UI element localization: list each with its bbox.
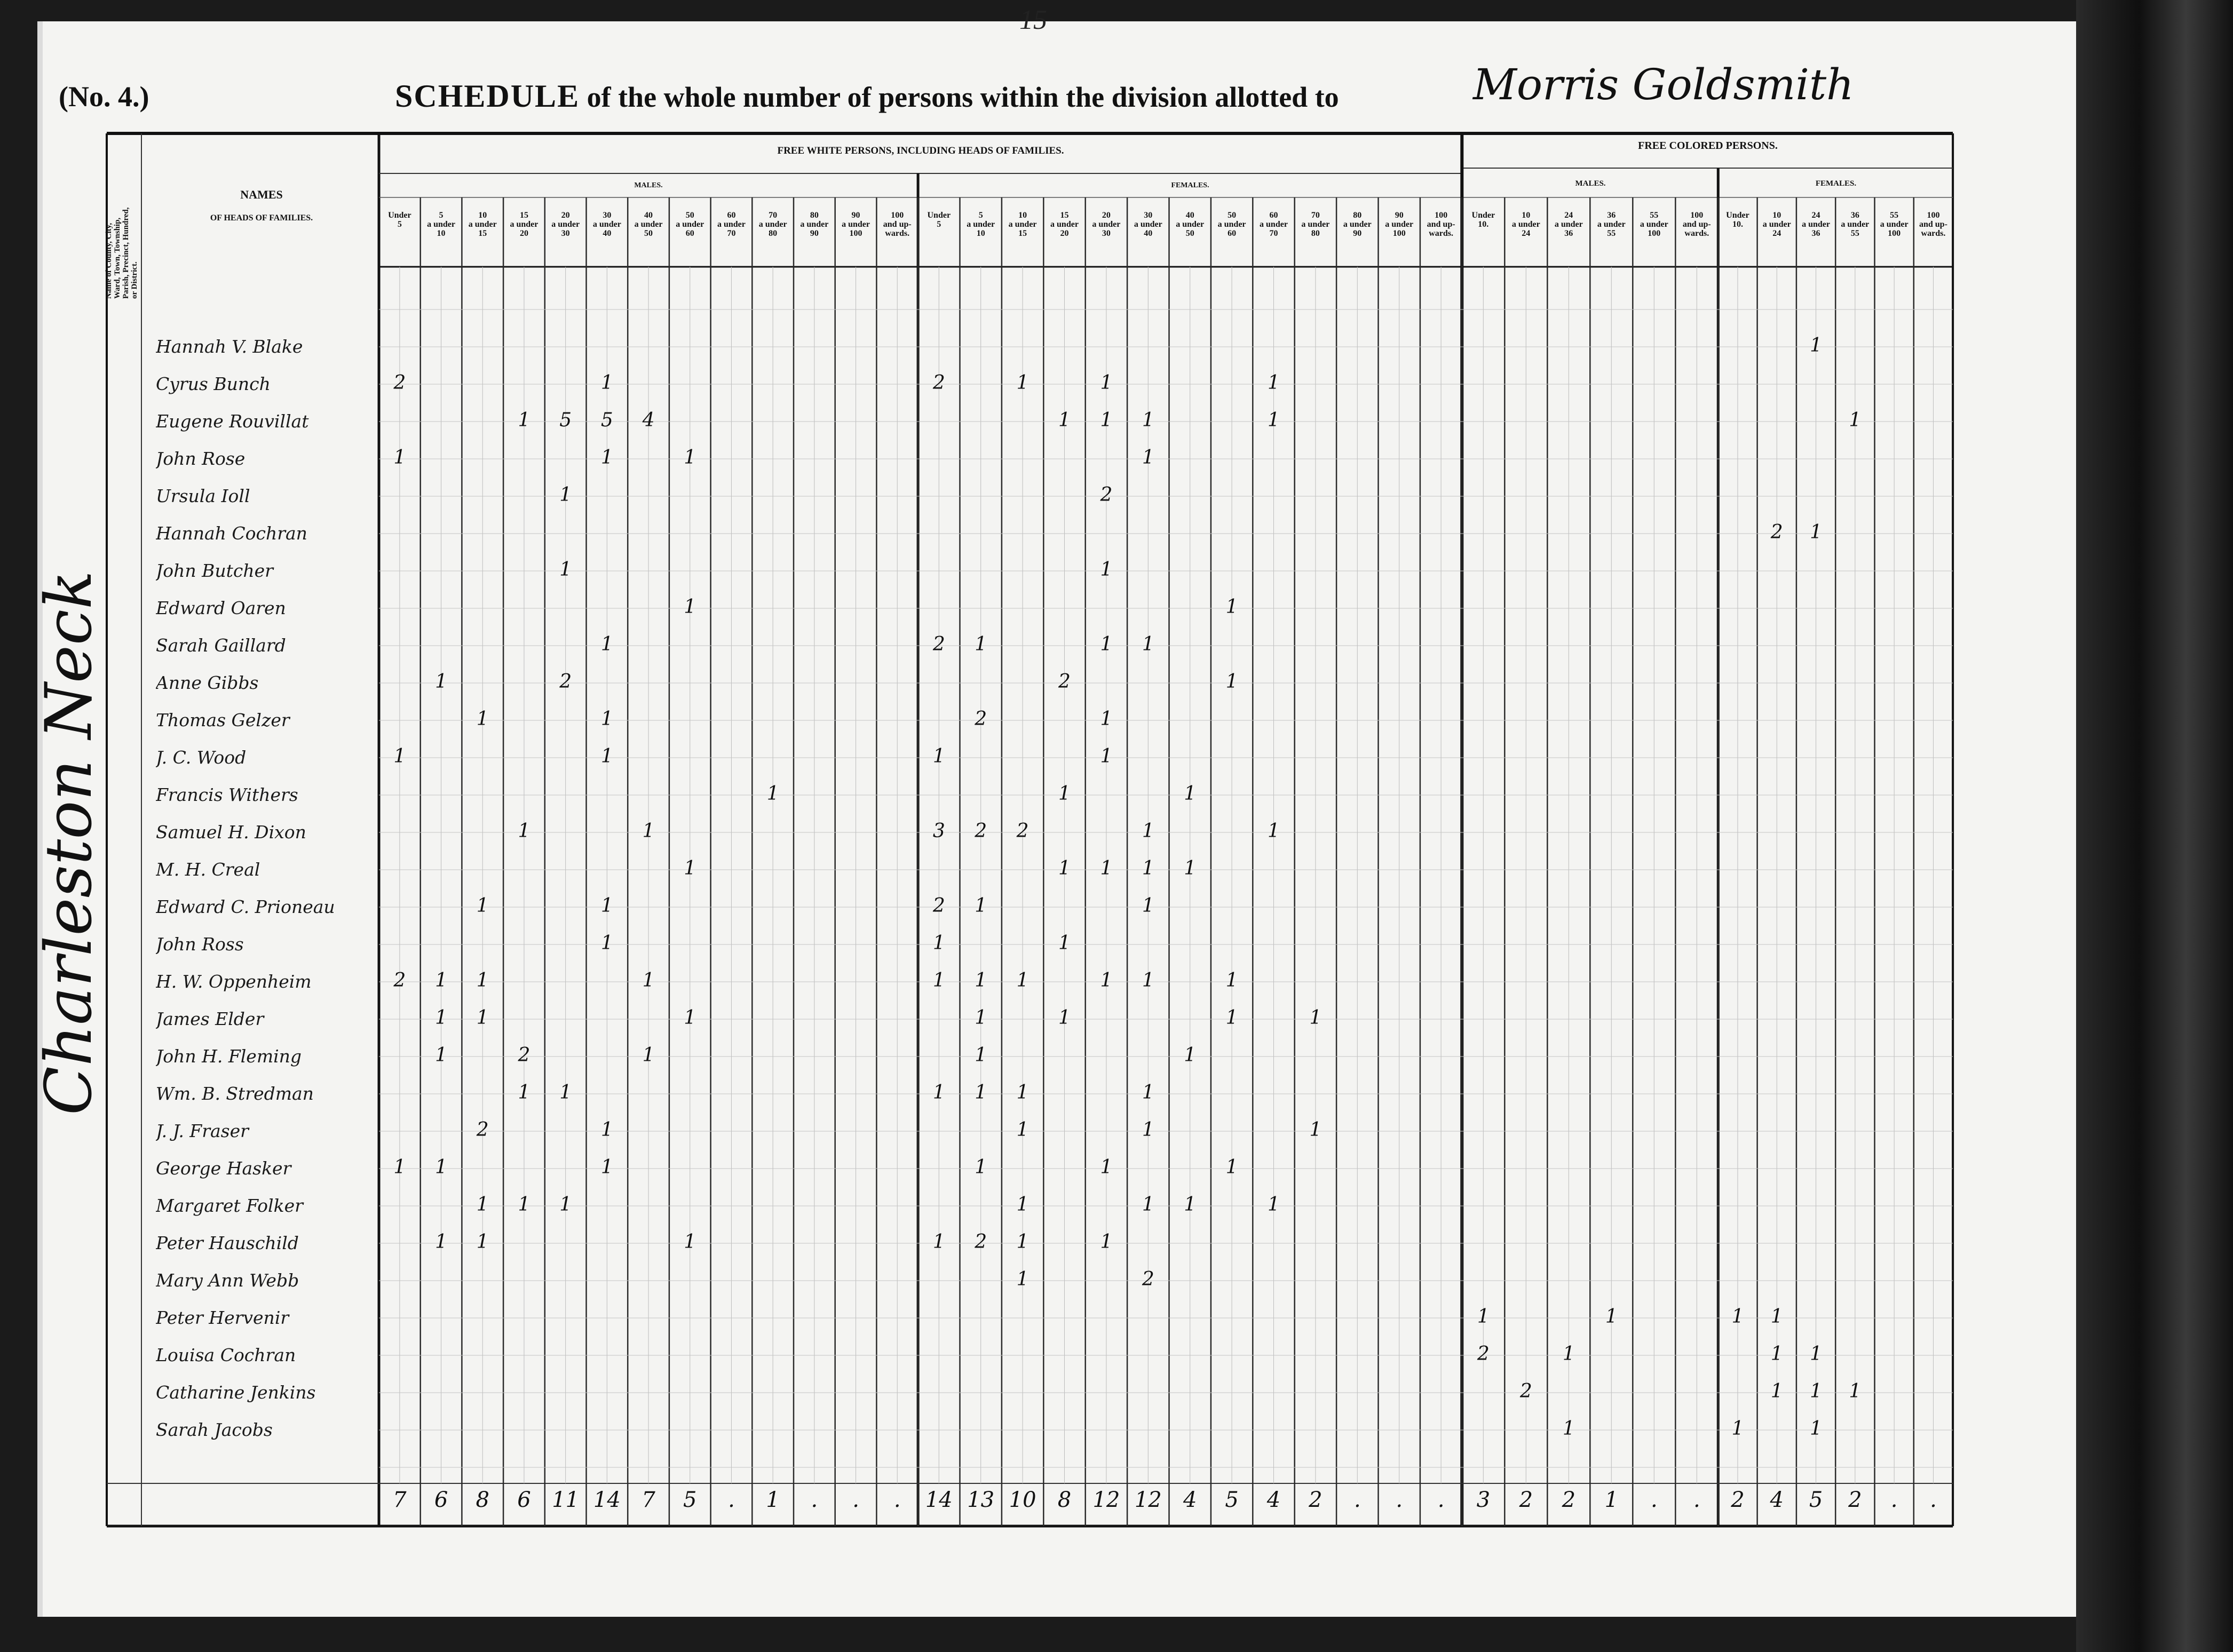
tally-wm-4: 1: [559, 1082, 572, 1103]
head-of-family-name: M. H. Creal: [156, 859, 260, 880]
head-of-family-name: Francis Withers: [156, 784, 298, 805]
tally-wf-3: 1: [1058, 783, 1071, 805]
head-of-family-name: Peter Hervenir: [156, 1307, 289, 1328]
white-females-header: FEMALES.: [1171, 181, 1209, 189]
tally-wm-0: 2: [393, 372, 406, 394]
tally-wf-5: 1: [1142, 1082, 1154, 1103]
tally-wf-6: 1: [1184, 1194, 1197, 1216]
tally-wm-9: 1: [766, 783, 779, 805]
colored-females-header: FEMALES.: [1815, 179, 1857, 188]
tally-wf-1: 1: [975, 1156, 987, 1178]
total-wf-9: 2: [1309, 1488, 1323, 1512]
age-header-wm-9: 70 a under 80: [758, 211, 787, 238]
tally-wf-3: 1: [1058, 409, 1071, 431]
total-wf-1: 13: [967, 1488, 995, 1512]
head-of-family-name: Ursula Ioll: [156, 486, 250, 506]
tally-wf-0: 1: [932, 970, 945, 991]
tally-wf-5: 2: [1142, 1268, 1154, 1290]
tally-wm-3: 1: [518, 820, 530, 842]
head-of-family-name: Samuel H. Dixon: [156, 822, 306, 843]
tally-wf-9: 1: [1309, 1007, 1322, 1029]
place-column-header: Name of County, City, Ward, Town, Township, Parish, Precinct, Hundred, or District.: [105, 207, 139, 299]
free-white-persons-header: FREE WHITE PERSONS, INCLUDING HEADS OF FAMILIES.: [777, 145, 1064, 156]
tally-wf-8: 1: [1268, 372, 1280, 394]
total-wm-0: 7: [393, 1488, 407, 1512]
age-header-wm-5: 30 a under 40: [592, 211, 621, 238]
head-of-family-name: John Butcher: [156, 560, 273, 581]
tally-wf-7: 1: [1225, 596, 1238, 618]
tally-cm-2: 1: [1562, 1343, 1575, 1365]
head-of-family-name: J. J. Fraser: [156, 1121, 249, 1141]
tally-wm-6: 1: [642, 820, 655, 842]
tally-wm-5: 1: [600, 1156, 613, 1178]
tally-wm-5: 1: [600, 708, 613, 730]
age-header-cf-0: Under 10.: [1726, 211, 1749, 229]
age-header-cm-3: 36 a under 55: [1597, 211, 1626, 238]
tally-wm-1: 1: [435, 970, 447, 991]
tally-cf-3: 1: [1849, 409, 1862, 431]
head-of-family-name: Eugene Rouvillat: [156, 411, 309, 432]
age-header-cm-2: 24 a under 36: [1554, 211, 1583, 238]
age-header-wf-10: 80 a under 90: [1343, 211, 1372, 238]
tally-wm-3: 1: [518, 1194, 530, 1216]
tally-wf-5: 1: [1142, 857, 1154, 879]
tally-wm-2: 1: [476, 895, 489, 917]
tally-wf-2: 2: [1016, 820, 1029, 842]
age-header-cf-4: 55 a under 100: [1880, 211, 1909, 238]
tally-cf-1: 1: [1770, 1306, 1783, 1328]
tally-wm-4: 1: [559, 484, 572, 506]
tally-wf-5: 1: [1142, 1194, 1154, 1216]
tally-wm-7: 1: [684, 1231, 696, 1253]
tally-wf-0: 1: [932, 1082, 945, 1103]
tally-wm-5: 1: [600, 895, 613, 917]
tally-wf-1: 2: [975, 708, 987, 730]
tally-wf-9: 1: [1309, 1119, 1322, 1141]
tally-wf-5: 1: [1142, 633, 1154, 655]
head-of-family-name: Hannah V. Blake: [156, 336, 303, 357]
head-of-family-name: Louisa Cochran: [156, 1345, 296, 1365]
age-header-wf-6: 40 a under 50: [1176, 211, 1205, 238]
tally-wm-6: 1: [642, 970, 655, 991]
tally-wf-0: 2: [932, 633, 945, 655]
tally-wf-1: 2: [975, 1231, 987, 1253]
age-header-wf-3: 15 a under 20: [1050, 211, 1079, 238]
total-wf-5: 12: [1134, 1488, 1162, 1512]
free-colored-persons-header: FREE COLORED PERSONS.: [1638, 140, 1778, 152]
tally-cm-0: 2: [1477, 1343, 1490, 1365]
tally-wf-4: 1: [1100, 857, 1113, 879]
total-wm-6: 7: [642, 1488, 655, 1512]
head-of-family-name: John H. Fleming: [156, 1046, 302, 1067]
tally-wm-0: 1: [393, 447, 406, 468]
age-header-wf-8: 60 a under 70: [1260, 211, 1288, 238]
total-wm-10: .: [811, 1488, 818, 1512]
total-cm-1: 2: [1519, 1488, 1533, 1512]
tally-wf-2: 1: [1016, 970, 1029, 991]
colored-males-header: MALES.: [1575, 179, 1606, 188]
age-header-wm-0: Under 5: [388, 211, 411, 229]
age-header-wf-2: 10 a under 15: [1008, 211, 1037, 238]
tally-wm-2: 1: [476, 970, 489, 991]
total-cf-2: 5: [1809, 1488, 1823, 1512]
tally-wf-4: 1: [1100, 745, 1113, 767]
tally-wf-1: 1: [975, 1082, 987, 1103]
tally-cm-1: 2: [1519, 1380, 1532, 1402]
tally-wm-2: 1: [476, 708, 489, 730]
tally-wf-6: 1: [1184, 1044, 1197, 1066]
page-number: 15: [1019, 5, 1047, 35]
tally-wm-1: 1: [435, 1007, 447, 1029]
tally-wm-5: 5: [600, 409, 613, 431]
tally-wf-8: 1: [1268, 1194, 1280, 1216]
tally-wf-0: 3: [932, 820, 945, 842]
head-of-family-name: Edward Oaren: [156, 598, 286, 618]
total-cf-4: .: [1890, 1488, 1898, 1512]
head-of-family-name: Peter Hauschild: [156, 1233, 299, 1253]
tally-wm-5: 1: [600, 745, 613, 767]
head-of-family-name: Catharine Jenkins: [156, 1382, 316, 1403]
total-wf-0: 14: [925, 1488, 953, 1512]
tally-cf-3: 1: [1849, 1380, 1862, 1402]
tally-wf-4: 1: [1100, 1156, 1113, 1178]
tally-wf-7: 1: [1225, 671, 1238, 693]
tally-wf-7: 1: [1225, 1156, 1238, 1178]
age-header-wm-6: 40 a under 50: [634, 211, 663, 238]
tally-wf-1: 1: [975, 1044, 987, 1066]
tally-wm-7: 1: [684, 447, 696, 468]
age-header-wf-7: 50 a under 60: [1217, 211, 1246, 238]
tally-wm-3: 2: [518, 1044, 530, 1066]
tally-wm-4: 1: [559, 1194, 572, 1216]
tally-wf-1: 1: [975, 895, 987, 917]
head-of-family-name: Margaret Folker: [156, 1195, 303, 1216]
total-wf-3: 8: [1057, 1488, 1072, 1512]
tally-wm-2: 1: [476, 1194, 489, 1216]
head-of-family-name: John Rose: [156, 448, 246, 469]
age-header-wm-3: 15 a under 20: [510, 211, 539, 238]
total-wm-3: 6: [517, 1488, 531, 1512]
tally-wf-2: 1: [1016, 1082, 1029, 1103]
total-wf-11: .: [1396, 1488, 1403, 1512]
tally-wm-1: 1: [435, 1231, 447, 1253]
tally-cm-2: 1: [1562, 1418, 1575, 1440]
head-of-family-name: J. C. Wood: [156, 747, 247, 768]
tally-wf-4: 2: [1100, 484, 1113, 506]
total-cf-1: 4: [1770, 1488, 1784, 1512]
age-header-cf-1: 10 a under 24: [1762, 211, 1791, 238]
tally-wm-4: 2: [559, 671, 572, 693]
age-header-wm-12: 100 and up- wards.: [883, 211, 912, 238]
tally-wf-1: 2: [975, 820, 987, 842]
tally-wf-1: 1: [975, 970, 987, 991]
tally-wm-0: 2: [393, 970, 406, 991]
tally-wf-3: 2: [1058, 671, 1071, 693]
total-wf-12: .: [1437, 1488, 1445, 1512]
tally-wm-5: 1: [600, 372, 613, 394]
tally-wm-7: 1: [684, 857, 696, 879]
names-header-subtitle: OF HEADS OF FAMILIES.: [210, 213, 313, 223]
tally-wm-4: 1: [559, 559, 572, 581]
head-of-family-name: Hannah Cochran: [156, 523, 307, 544]
tally-wm-1: 1: [435, 671, 447, 693]
total-cm-0: 3: [1476, 1488, 1491, 1512]
total-cf-5: .: [1930, 1488, 1937, 1512]
tally-cf-0: 1: [1731, 1418, 1744, 1440]
tally-cf-0: 1: [1731, 1306, 1744, 1328]
total-wm-12: .: [893, 1488, 901, 1512]
tally-wf-4: 1: [1100, 559, 1113, 581]
tally-wm-2: 2: [476, 1119, 489, 1141]
age-header-wf-9: 70 a under 80: [1301, 211, 1330, 238]
assistant-marshal-name: Morris Goldsmith: [1473, 60, 1854, 109]
tally-wm-1: 1: [435, 1156, 447, 1178]
tally-wf-6: 1: [1184, 857, 1197, 879]
tally-wf-4: 1: [1100, 372, 1113, 394]
age-header-wm-10: 80 a under 90: [800, 211, 829, 238]
tally-cm-0: 1: [1477, 1306, 1490, 1328]
tally-wm-6: 1: [642, 1044, 655, 1066]
tally-wm-5: 1: [600, 932, 613, 954]
head-of-family-name: Mary Ann Webb: [156, 1270, 299, 1291]
age-header-cm-5: 100 and up- wards.: [1682, 211, 1711, 238]
tally-wf-8: 1: [1268, 820, 1280, 842]
total-wm-8: .: [728, 1488, 735, 1512]
tally-cf-1: 2: [1770, 521, 1783, 543]
head-of-family-name: Cyrus Bunch: [156, 374, 271, 394]
total-wf-2: 10: [1009, 1488, 1036, 1512]
total-cm-2: 2: [1562, 1488, 1576, 1512]
age-header-wf-0: Under 5: [927, 211, 951, 229]
total-wf-7: 5: [1225, 1488, 1239, 1512]
total-wf-8: 4: [1266, 1488, 1281, 1512]
head-of-family-name: Sarah Gaillard: [156, 635, 286, 656]
total-wm-4: 11: [552, 1488, 580, 1512]
white-males-header: MALES.: [634, 181, 663, 189]
tally-wf-4: 1: [1100, 1231, 1113, 1253]
tally-wf-4: 1: [1100, 633, 1113, 655]
tally-wm-7: 1: [684, 596, 696, 618]
age-header-wm-4: 20 a under 30: [551, 211, 580, 238]
tally-wf-2: 1: [1016, 1194, 1029, 1216]
tally-wf-0: 2: [932, 372, 945, 394]
tally-wf-5: 1: [1142, 447, 1154, 468]
total-wf-4: 12: [1092, 1488, 1120, 1512]
tally-wf-5: 1: [1142, 895, 1154, 917]
age-header-wm-7: 50 a under 60: [676, 211, 704, 238]
age-header-wm-2: 10 a under 15: [468, 211, 497, 238]
head-of-family-name: James Elder: [156, 1008, 264, 1029]
tally-wf-2: 1: [1016, 372, 1029, 394]
tally-wf-8: 1: [1268, 409, 1280, 431]
total-cm-5: .: [1693, 1488, 1700, 1512]
tally-wf-2: 1: [1016, 1268, 1029, 1290]
tally-wf-0: 1: [932, 1231, 945, 1253]
tally-wf-0: 1: [932, 745, 945, 767]
age-header-wm-1: 5 a under 10: [427, 211, 455, 238]
schedule-number: (No. 4.): [59, 81, 149, 113]
tally-cf-1: 1: [1770, 1343, 1783, 1365]
tally-cf-2: 1: [1810, 335, 1822, 356]
schedule-title-lead: SCHEDULE: [395, 78, 580, 114]
tally-wf-5: 1: [1142, 1119, 1154, 1141]
tally-wm-0: 1: [393, 1156, 406, 1178]
tally-wf-5: 1: [1142, 970, 1154, 991]
age-header-wf-4: 20 a under 30: [1092, 211, 1121, 238]
tally-wm-5: 1: [600, 1119, 613, 1141]
total-wm-2: 8: [476, 1488, 489, 1512]
tally-wf-5: 1: [1142, 409, 1154, 431]
tally-wf-6: 1: [1184, 783, 1197, 805]
tally-wf-1: 1: [975, 633, 987, 655]
tally-wm-2: 1: [476, 1007, 489, 1029]
total-wm-5: 14: [593, 1488, 621, 1512]
tally-wf-7: 1: [1225, 1007, 1238, 1029]
tally-cf-1: 1: [1770, 1380, 1783, 1402]
tally-wm-7: 1: [684, 1007, 696, 1029]
age-header-cf-5: 100 and up- wards.: [1919, 211, 1947, 238]
total-wm-11: .: [852, 1488, 859, 1512]
age-header-cm-0: Under 10.: [1471, 211, 1495, 229]
tally-cf-2: 1: [1810, 1380, 1822, 1402]
age-header-wm-11: 90 a under 100: [842, 211, 870, 238]
tally-wm-0: 1: [393, 745, 406, 767]
head-of-family-name: Edward C. Prioneau: [156, 896, 335, 917]
tally-cf-2: 1: [1810, 521, 1822, 543]
total-cm-3: 1: [1604, 1488, 1619, 1512]
tally-wm-3: 1: [518, 1082, 530, 1103]
tally-wf-3: 1: [1058, 857, 1071, 879]
head-of-family-name: H. W. Oppenheim: [156, 971, 312, 992]
tally-wm-1: 1: [435, 1044, 447, 1066]
names-header-title: NAMES: [240, 188, 283, 201]
tally-wf-5: 1: [1142, 820, 1154, 842]
head-of-family-name: Wm. B. Stredman: [156, 1083, 314, 1104]
total-cf-3: 2: [1848, 1488, 1862, 1512]
tally-wm-4: 5: [559, 409, 572, 431]
place-name: Charleston Neck: [32, 570, 106, 1115]
head-of-family-name: John Ross: [156, 934, 244, 955]
head-of-family-name: Anne Gibbs: [156, 672, 259, 693]
schedule-title-rest: of the whole number of persons within the division allotted to: [587, 81, 1339, 113]
total-wm-9: 1: [766, 1488, 780, 1512]
head-of-family-name: Sarah Jacobs: [156, 1419, 273, 1440]
tally-wf-7: 1: [1225, 970, 1238, 991]
tally-wf-0: 1: [932, 932, 945, 954]
tally-cm-3: 1: [1605, 1306, 1618, 1328]
age-header-cm-1: 10 a under 24: [1511, 211, 1540, 238]
tally-wm-5: 1: [600, 447, 613, 468]
tally-wf-2: 1: [1016, 1231, 1029, 1253]
total-wf-10: .: [1353, 1488, 1361, 1512]
age-header-wf-12: 100 and up- wards.: [1427, 211, 1455, 238]
tally-wf-3: 1: [1058, 932, 1071, 954]
tally-wf-4: 1: [1100, 409, 1113, 431]
tally-wf-3: 1: [1058, 1007, 1071, 1029]
age-header-wm-8: 60 a under 70: [717, 211, 746, 238]
tally-wm-5: 1: [600, 633, 613, 655]
total-wf-6: 4: [1183, 1488, 1197, 1512]
tally-wf-0: 2: [932, 895, 945, 917]
tally-wm-2: 1: [476, 1231, 489, 1253]
age-header-cf-3: 36 a under 55: [1841, 211, 1870, 238]
tally-wm-6: 4: [642, 409, 655, 431]
tally-wf-1: 1: [975, 1007, 987, 1029]
tally-cf-2: 1: [1810, 1343, 1822, 1365]
age-header-cf-2: 24 a under 36: [1802, 211, 1830, 238]
tally-wf-4: 1: [1100, 708, 1113, 730]
total-cm-4: .: [1650, 1488, 1658, 1512]
tally-wf-2: 1: [1016, 1119, 1029, 1141]
tally-wf-4: 1: [1100, 970, 1113, 991]
head-of-family-name: Thomas Gelzer: [156, 710, 290, 730]
age-header-wf-1: 5 a under 10: [967, 211, 995, 238]
age-header-wf-11: 90 a under 100: [1385, 211, 1414, 238]
total-wm-7: 5: [683, 1488, 697, 1512]
total-cf-0: 2: [1731, 1488, 1745, 1512]
age-header-wf-5: 30 a under 40: [1134, 211, 1162, 238]
age-header-cm-4: 55 a under 100: [1640, 211, 1668, 238]
total-wm-1: 6: [434, 1488, 448, 1512]
tally-wm-3: 1: [518, 409, 530, 431]
tally-cf-2: 1: [1810, 1418, 1822, 1440]
head-of-family-name: George Hasker: [156, 1158, 291, 1179]
